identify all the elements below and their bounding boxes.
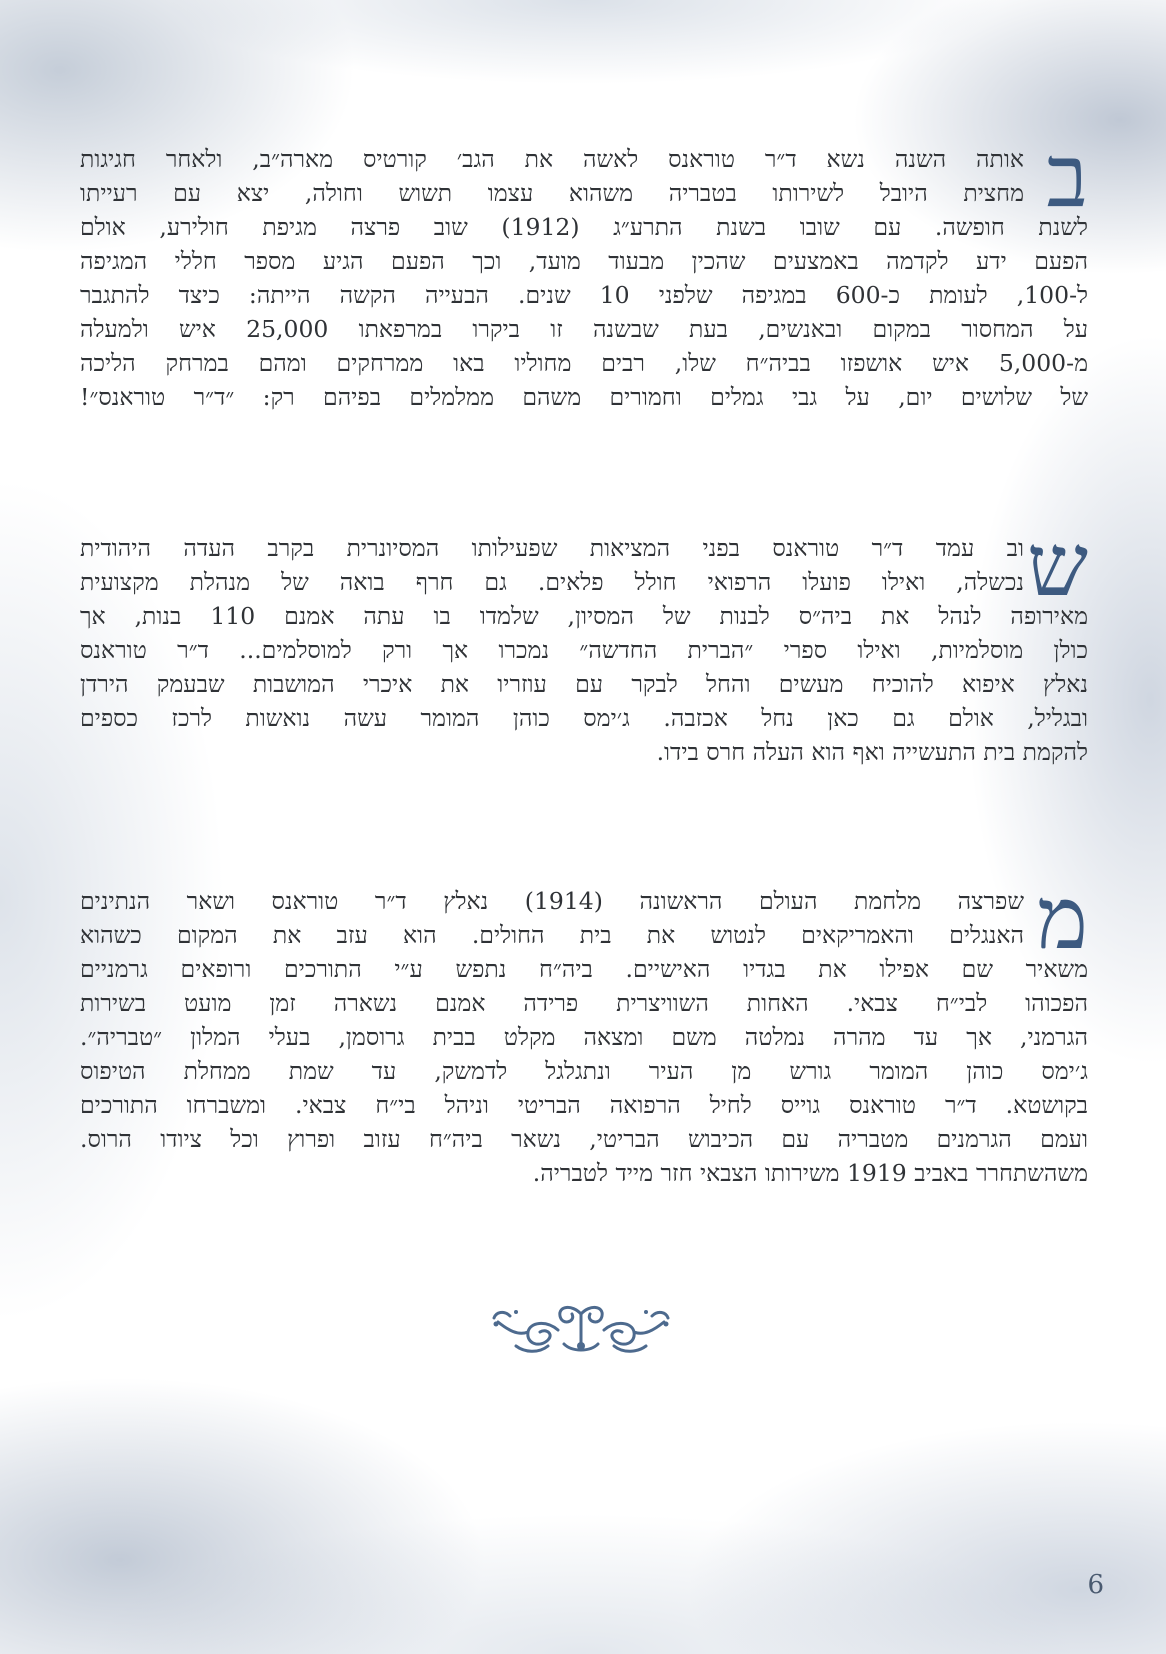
text-line: ועמם הגרמנים מטבריה עם הכיבוש הבריטי, נשאר ביה״ח עזוב ופרוץ וכל ציודו הרוס. — [80, 1125, 1088, 1153]
text-line: נכשלה, ואילו פועלו הרפואי חולל פלאים. גם חרף בואה של מנהלת מקצועית — [80, 568, 1024, 596]
text-line: משאיר שם אפילו את בגדיו האישיים. ביה״ח נתפש ע״י התורכים ורופאים גרמניים — [80, 955, 1088, 983]
text-line: מחצית היובל לשירותו בטבריה משהוא עצמו תשוש וחולה, יצא עם רעייתו — [80, 179, 1024, 207]
text-line: ובגליל, אולם גם כאן נחל אכזבה. ג׳ימס כוהן המומר עשה נואשות לרכז כספים — [80, 704, 1088, 732]
text-line: על המחסור במקום ובאנשים, בעת שבשנה זו ביקרו במרפאתו 25,000 איש ולמעלה — [80, 315, 1088, 343]
text-line: מאירופה לנהל את ביה״ס לבנות של המסיון, שלמדו בו עתה אמנם 110 בנות, אך — [80, 602, 1089, 630]
text-line: של שלושים יום, על גבי גמלים וחמורים משהם ממלמלים בפיהם רק: ״ד״ר טוראנס״! — [80, 383, 1088, 411]
paragraph-2 — [80, 531, 1088, 769]
text-line: כולן מוסלמיות, ואילו ספרי ״הברית החדשה״ נמכרו אך ורק למוסלמים... ד״ר טוראנס — [80, 636, 1088, 664]
text-line: משהשתחרר באביב 1919 משירותו הצבאי חזר מייד לטבריה. — [532, 1159, 1088, 1187]
text-line: שפרצה מלחמת העולם הראשונה (1914) נאלץ ד״ר טוראנס ושאר הנתינים — [80, 887, 1024, 915]
text-line: האנגלים והאמריקאים לנטוש את בית החולים. הוא עזב את המקום כשהוא — [80, 921, 1024, 949]
text-line: אותה השנה נשא ד״ר טוראנס לאשה את הגב׳ קורטיס מארה״ב, ולאחר חגיגות — [80, 145, 1024, 173]
drop-cap-shin: ש — [1027, 516, 1088, 616]
text-line: הפכוהו לבי״ח צבאי. האחות השוויצרית פרידה אמנם נשארה זמן מועט בשירות — [80, 989, 1088, 1017]
paragraph-3 — [80, 884, 1088, 1190]
text-line: להקמת בית התעשייה ואף הוא העלה חרס בידו. — [656, 738, 1088, 766]
text-line: בקושטא. ד״ר טוראנס גוייס לחיל הרפואה הבריטי וניהל בי״ח צבאי. ומשברחו התורכים — [80, 1091, 1088, 1119]
drop-cap-mem: מ — [1037, 869, 1088, 969]
flourish-ornament-icon — [488, 1300, 674, 1360]
text-line: לשנת חופשה. עם שובו בשנת התרע״ג (1912) שוב פרצה מגיפת חולירע, אולם — [80, 213, 1088, 241]
paragraph-1 — [80, 142, 1088, 414]
text-line: מ-5,000 איש אושפזו בביה״ח שלו, רבים מחוליו באו ממרחקים ומהם במרחק הליכה — [80, 349, 1088, 377]
text-line: נאלץ איפוא להוכיח מעשים והחל לבקר עם עוזריו את איכרי המושבות שבעמק הירדן — [80, 670, 1088, 698]
page-number: 6 — [1087, 1570, 1104, 1600]
text-line: ל-100, לעומת כ-600 במגיפה שלפני 10 שנים. הבעייה הקשה הייתה: כיצד להתגבר — [80, 281, 1088, 309]
drop-cap-bet: ב — [1046, 127, 1088, 227]
text-line: וב עמד ד״ר טוראנס בפני המציאות שפעילותו המסיונרית בקרב העדה היהודית — [80, 534, 1024, 562]
text-line: ג׳ימס כוהן המומר גורש מן העיר ונתגלגל לדמשק, עד שמת ממחלת הטיפוס — [80, 1057, 1088, 1085]
text-line: הפעם ידע לקדמה באמצעים שהכין מבעוד מועד, וכך הפעם הגיע מספר חללי המגיפה — [80, 247, 1088, 275]
text-line: הגרמני, אך עד מהרה נמלטה משם ומצאה מקלט בבית גרוסמן, בעלי המלון ״טבריה״. — [80, 1023, 1088, 1051]
